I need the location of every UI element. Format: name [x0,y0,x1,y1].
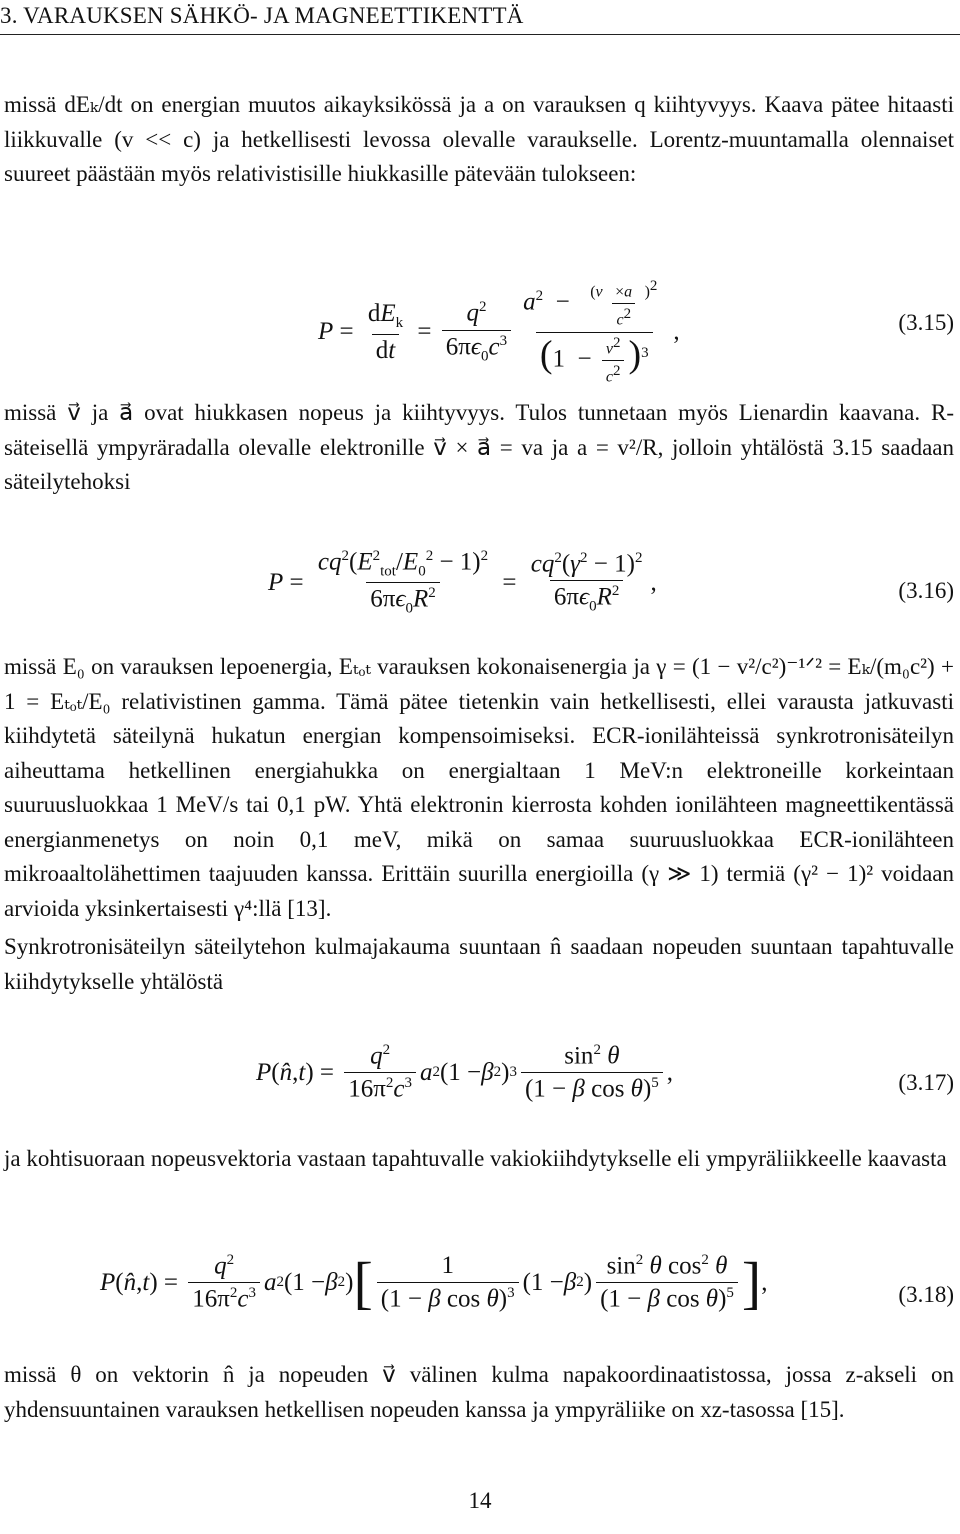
page-number: 14 [468,1488,492,1513]
paragraph-6: missä θ on vektorin n̂ ja nopeuden v⃗ välinen kulma napakoordinaatistossa, jossa z-akseli on yhdensuuntainen varauksen hetkellisen nopeuden kanssa ja ympyräliike on xz-tasossa [15]. [4,1362,954,1422]
header-rule [0,34,960,35]
paragraph-4: Synkrotronisäteilyn säteilytehon kulmajakauma suuntaan n̂ saadaan nopeuden suuntaan tapahtuvalle kiihdytykselle yhtälöstä [4,934,954,994]
equation-3-17: P ( n̂ , t ) = $\frac{q^2}{16\pi^2c^3}$ a 2 (1 − β 2 ) 3 $\frac{\sin^2 \theta}{(1 - \beta \cos \theta)^5}$ , (3.17) [256,1042,954,1103]
equation-number: (3.18) [898,1282,954,1307]
equation-number: (3.16) [898,578,954,603]
equation-number: (3.15) [898,310,954,335]
paragraph-5: ja kohtisuoraan nopeusvektoria vastaan tapahtuvalle vakiokiihdytykselle eli ympyräliikkeelle kaavasta [4,1146,947,1171]
equation-number: (3.17) [898,1070,954,1095]
equation-3-15: P = $\frac{dE_k}{dt}$ = $\frac{q^2}{6\pi\epsilon_0c^3}$ $a^2$ − $\frac{(v⃗\times a⃗)^2}{c^2}$ (1 − $\frac{v^2}{c^2}$ )$^3$ , (3.15) [318,278,954,386]
equation-3-16: P = $\frac{cq^2(E^2_{tot}/E_0^2 - 1)^2}{6\pi\epsilon_0R^2}$ = $\frac{cq^2(\gamma^2 - 1)^2}{6\pi\epsilon_0R^2}$ , (3.16) [268,548,954,617]
paragraph-3: missä E₀ on varauksen lepoenergia, Eₜₒₜ varauksen kokonaisenergia ja γ = (1 − v²/c²)⁻¹ᐟ² = Eₖ/(m₀c²) + 1 = Eₜₒₜ/E₀ relativistinen gamma. Tämä pätee tietenkin vain hetkellisesti, ellei varausta jatkuvasti kiihdytetä säteilynä hukatun energian kompensoimiseksi. ECR-ionilähteissä synkrotronisäteilyn aiheuttama hetkellinen energiahukka on energialtaan 1 MeV:n elektroneille korkeintaan suuruusluokkaa 1 MeV/s tai 0,1 pW. Yhtä elektronin kierrosta kohden ionilähteen magneettikentässä energianmenetys on noin 0,1 meV, mikä on samaa suuruusluokkaa ECR-ionilähteen mikroaaltolähettimen taajuuden kanssa. Erittäin suurilla energioilla (γ ≫ 1) termiä (γ² − 1)² voidaan arvioida yksinkertaisesti γ⁴:llä [13]. [4,654,954,921]
paragraph-1: missä dEₖ/dt on energian muutos aikayksikössä ja a on varauksen q kiihtyvyys. Kaava pätee hitaasti liikkuvalle (v << c) ja hetkellisesti levossa olevalle varaukselle. Lorentz-muuntamalla olennaiset suureet päästään myös relativistisille hiukkasille pätevään tulokseen: [4,92,954,186]
equation-3-18: P ( n̂ , t ) = $\frac{q^2}{16\pi^2c^3}$ a 2 (1 − β 2 ) [ $\frac{1}{(1 - \beta \cos \theta)^3}$ (1 − β 2 ) $\frac{\sin^2 \theta \cos^2 \theta}{(1 - \beta \cos \theta)^5}$ ] , (3.18) [100,1249,954,1315]
paragraph-2: missä v⃗ ja a⃗ ovat hiukkasen nopeus ja kiihtyvyys. Tulos tunnetaan myös Lienardin kaavana. R-säteisellä ympyräradalla olevalle elektronille v⃗ × a⃗ = va ja a = v²/R, jolloin yhtälöstä 3.15 saadaan säteilytehoksi [4,400,954,494]
chapter-title: 3. VARAUKSEN SÄHKÖ- JA MAGNEETTIKENTTÄ [0,3,524,28]
chapter-header [0,2,960,30]
